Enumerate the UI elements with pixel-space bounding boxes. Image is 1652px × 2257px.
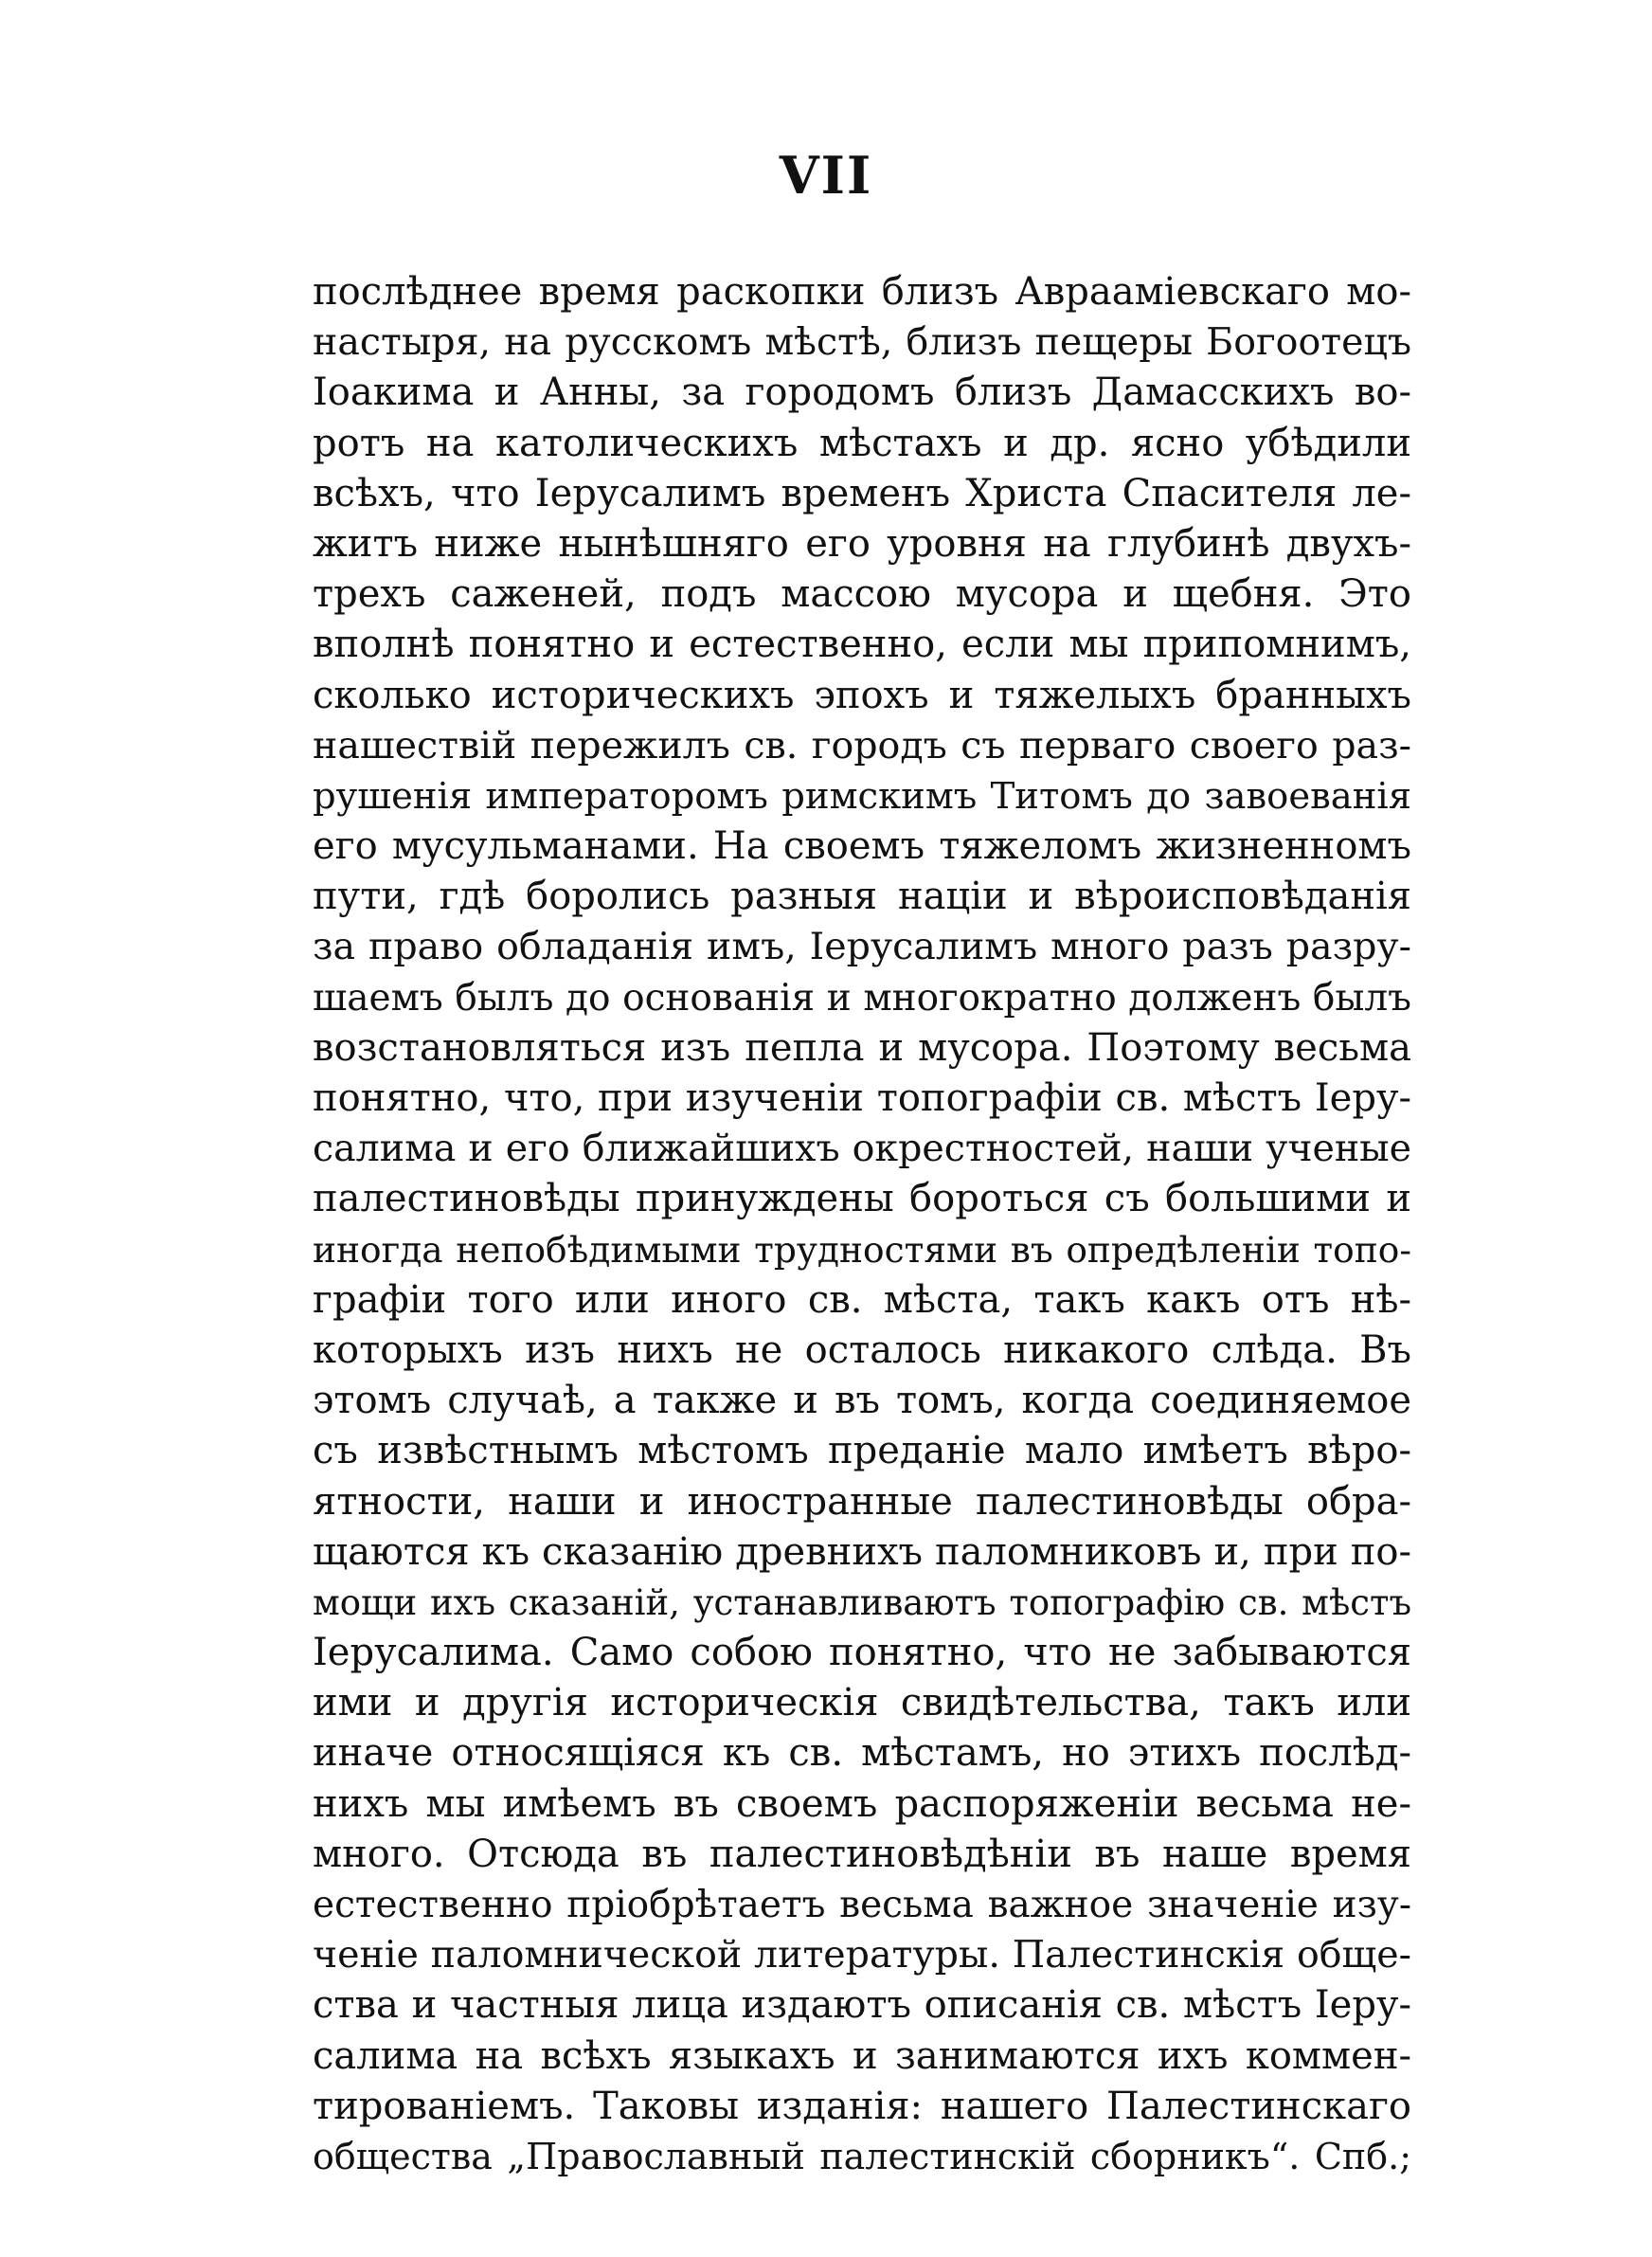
text-line: пути, гдѣ боролись разныя нацiи и вѣроисповѣданiя: [313, 875, 1411, 919]
text-line: которыхъ изъ нихъ не осталось никакого слѣда. Въ: [313, 1327, 1411, 1372]
text-line: житъ ниже нынѣшняго его уровня на глубинѣ двухъ-: [313, 521, 1411, 566]
text-line: салима на всѣхъ языкахъ и занимаются ихъ коммен-: [313, 2033, 1411, 2078]
text-line: тированiемъ. Таковы изданiя: нашего Палестинскаго: [313, 2084, 1411, 2128]
text-line: его мусульманами. На своемъ тяжеломъ жизненномъ: [313, 824, 1411, 869]
text-line: понятно, что, при изученiи топографiи св. мѣстъ Іеру-: [313, 1076, 1411, 1120]
text-line: этомъ случаѣ, а также и въ томъ, когда соединяемое: [313, 1379, 1411, 1423]
text-line: иногда непобѣдимыми трудностями въ опредѣленiи топо-: [313, 1228, 1411, 1271]
text-line: шаемъ былъ до основанiя и многократно долженъ былъ: [313, 976, 1411, 1020]
text-line: палестиновѣды принуждены бороться съ большими и: [313, 1177, 1411, 1221]
text-line: послѣднее время раскопки близъ Авраамiевскаго мо-: [313, 270, 1411, 314]
text-line: настыря, на русскомъ мѣстѣ, близъ пещеры Богоотецъ: [313, 320, 1411, 365]
text-line: ротъ на католическихъ мѣстахъ и др. ясно убѣдили: [313, 421, 1411, 465]
text-line: рушенiя императоромъ римскимъ Титомъ до завоеванiя: [313, 774, 1411, 818]
text-line: салима и его ближайшихъ окрестностей, наши ученые: [313, 1127, 1411, 1171]
text-line: съ извѣстнымъ мѣстомъ преданiе мало имѣетъ вѣро-: [313, 1429, 1411, 1473]
page-number: VII: [779, 145, 873, 206]
text-line: за право обладанiя имъ, Іерусалимъ много разъ разру-: [313, 925, 1411, 969]
text-line: всѣхъ, что Іерусалимъ временъ Христа Спасителя ле-: [313, 471, 1411, 515]
text-line: мощи ихъ сказанiй, устанавливаютъ топографiю св. мѣстъ: [313, 1581, 1411, 1623]
text-line: щаются къ сказанiю древнихъ паломниковъ и, при по-: [313, 1529, 1411, 1574]
text-line: иначе относящiяся къ св. мѣстамъ, но этихъ послѣд-: [313, 1731, 1411, 1776]
text-line: ятности, наши и иностранные палестиновѣды обра-: [313, 1479, 1411, 1524]
text-line: сколько историческихъ эпохъ и тяжелыхъ бранныхъ: [313, 673, 1411, 717]
text-line: нихъ мы имѣемъ въ своемъ распоряженiи весьма не-: [313, 1781, 1411, 1826]
text-line: много. Отсюда въ палестиновѣдѣнiи въ наше время: [313, 1832, 1411, 1876]
text-line: общества „Православный палестинскiй сборникъ“. Спб.;: [313, 2135, 1411, 2177]
text-line: ченiе паломнической литературы. Палестинскiя обще-: [313, 1933, 1411, 1977]
text-line: графiи того или иного св. мѣста, такъ какъ отъ нѣ-: [313, 1277, 1411, 1322]
text-line: естественно прiобрѣтаетъ весьма важное значенiе изу-: [313, 1884, 1411, 1926]
text-line: Іерусалима. Само собою понятно, что не забываются: [313, 1631, 1411, 1675]
text-line: Іоакима и Анны, за городомъ близъ Дамасскихъ во-: [313, 370, 1411, 415]
text-line: возстановляться изъ пепла и мусора. Поэтому весьма: [313, 1025, 1411, 1070]
text-line: трехъ саженей, подъ массою мусора и щебня. Это: [313, 572, 1411, 617]
body-text: [313, 267, 1411, 2182]
text-line: ства и частныя лица издаютъ описанiя св. мѣстъ Іеру-: [313, 1983, 1411, 2028]
text-line: ими и другiя историческiя свидѣтельства, такъ или: [313, 1681, 1411, 1725]
text-line: вполнѣ понятно и естественно, если мы припомнимъ,: [313, 623, 1411, 667]
text-line: нашествiй пережилъ св. городъ съ перваго своего раз-: [313, 723, 1411, 767]
